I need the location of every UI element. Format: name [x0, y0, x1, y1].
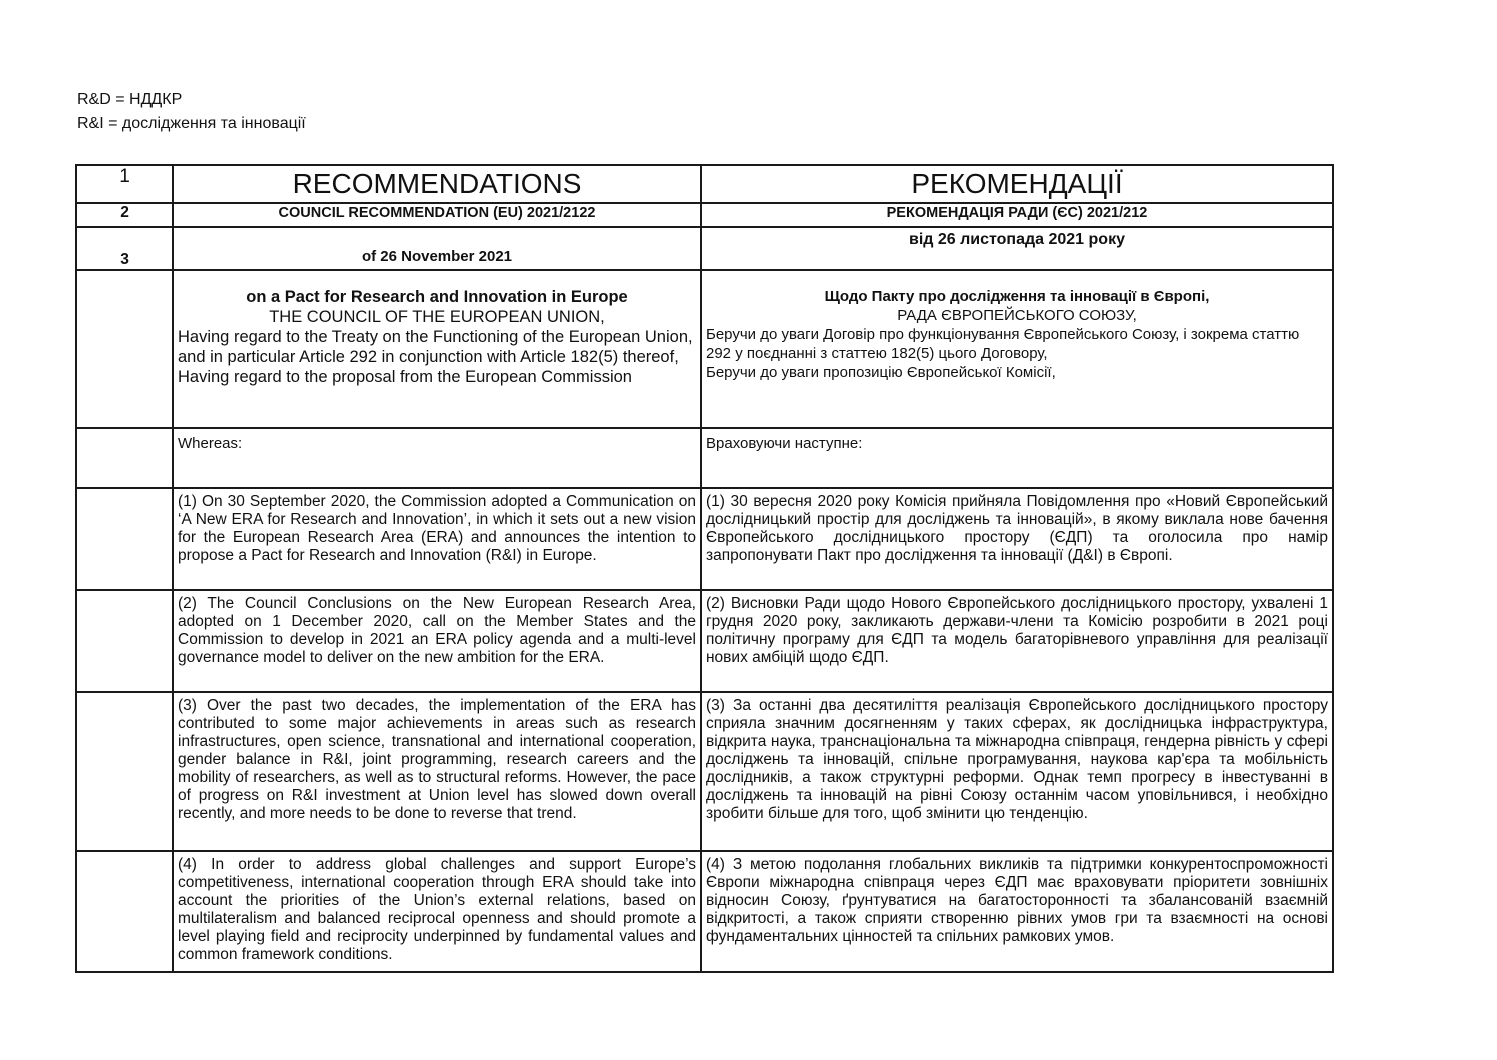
- row-number: [76, 590, 173, 692]
- row-number: 1: [76, 165, 173, 203]
- heading-en: RECOMMENDATIONS: [173, 165, 701, 203]
- recommendation-title-ua: РЕКОМЕНДАЦІЯ РАДИ (ЄС) 2021/212: [701, 203, 1333, 227]
- abbreviation-rd: R&D = НДДКР: [77, 91, 183, 108]
- table-row-preamble: [76, 270, 1333, 428]
- row-number: [76, 428, 173, 488]
- table-row-heading: [76, 165, 1333, 203]
- pact-title-ua: Щодо Пакту про дослідження та інновації в Європі,: [824, 288, 1210, 305]
- whereas-en: Whereas:: [173, 428, 701, 488]
- date-en: of 26 November 2021: [173, 227, 701, 270]
- abbreviation-ri: R&I = дослідження та інновації: [77, 115, 306, 132]
- recital-ua: (2) Висновки Ради щодо Нового Європейського дослідницького простору, ухвалені 1 грудня 2020 року, закликають держави-члени та Комісію розробити в 2021 році політичну програму для ЄДП та модель багаторівневого управління для реалізації нових амбіцій щодо ЄДП.: [701, 590, 1333, 692]
- row-number: [76, 488, 173, 590]
- table-row-recital: [76, 590, 1333, 692]
- table-row-recital: [76, 692, 1333, 851]
- recital-en: (4) In order to address global challenges and support Europe’s competitiveness, international cooperation through ERA should take into account the priorities of the Union’s external relations, based on multilateralism and balanced reciprocal openness and should promote a level playing field and reciprocity underpinned by fundamental values and common framework conditions.: [173, 851, 701, 972]
- preamble-paragraph-ua: Беручи до уваги Договір про функціонування Європейського Союзу, і зокрема статтю 292 у поєднанні з статтею 182(5) цього Договору,: [706, 326, 1300, 362]
- recital-ua: (3) За останні два десятиліття реалізація Європейського дослідницького простору сприяла значним досягненням у таких сферах, як дослідницька інфраструктура, відкрита наука, транснаціональна та міжнародна співпраця, гендерна рівність у сфері досліджень та інновацій, спільне програмування, наукова кар'єра та мобільність дослідників, а також структурні реформи. Однак темп прогресу в інвестуванні в досліджень та інновацій на рівні Союзу останнім часом уповільнився, і необхідно зробити більше для того, щоб змінити цю тенденцію.: [701, 692, 1333, 851]
- recital-en: (1) On 30 September 2020, the Commission adopted a Communication on ‘A New ERA for Research and Innovation’, in which it sets out a new vision for the European Research Area (ERA) and announces the intention to propose a Pact for Research and Innovation (R&I) in Europe.: [173, 488, 701, 590]
- preamble-paragraph-ua: Беручи до уваги пропозицію Європейської Комісії,: [706, 364, 1056, 381]
- recommendation-title-en: COUNCIL RECOMMENDATION (EU) 2021/2122: [173, 203, 701, 227]
- pact-title-en: on a Pact for Research and Innovation in Europe: [246, 288, 628, 306]
- table-row-date: [76, 227, 1333, 270]
- table-row-recommendation-title: [76, 203, 1333, 227]
- abbreviations-block: [77, 88, 306, 136]
- recital-en: (3) Over the past two decades, the implementation of the ERA has contributed to some major achievements in areas such as research infrastructures, open science, transnational and international cooperation, gender balance in R&I, joint programming, research careers and the mobility of researchers, as well as to structural reforms. However, the pace of progress on R&I investment at Union level has slowed down overall recently, and more needs to be done to reverse that trend.: [173, 692, 701, 851]
- table-row-recital: [76, 851, 1333, 972]
- preamble-en: [173, 270, 701, 428]
- table-row-recital: [76, 488, 1333, 590]
- whereas-ua: Враховуючи наступне:: [701, 428, 1333, 488]
- row-number: 3: [76, 227, 173, 270]
- preamble-ua: [701, 270, 1333, 428]
- row-number: [76, 851, 173, 972]
- recital-en: (2) The Council Conclusions on the New European Research Area, adopted on 1 December 2020, call on the Member States and the Commission to develop in 2021 an ERA policy agenda and a multi-level governance model to deliver on the new ambition for the ERA.: [173, 590, 701, 692]
- council-name-en: THE COUNCIL OF THE EUROPEAN UNION,: [269, 308, 605, 326]
- preamble-paragraph-en: Having regard to the Treaty on the Functioning of the European Union, and in particular Article 292 in conjunction with Article 182(5) thereof,: [178, 328, 693, 366]
- row-number: [76, 270, 173, 428]
- bilingual-translation-table: [75, 164, 1334, 973]
- recital-ua: (4) З метою подолання глобальних викликів та підтримки конкурентоспроможності Європи міжнародна співпраця через ЄДП має враховувати пріоритети зовнішніх відносин Союзу, ґрунтуватися на багатосторонності та збалансованій взаємній відкритості, а також сприяти створенню рівних умов гри та взаємності на основі фундаментальних цінностей та спільних рамкових умов.: [701, 851, 1333, 972]
- row-number: 2: [76, 203, 173, 227]
- council-name-ua: РАДА ЄВРОПЕЙСЬКОГО СОЮЗУ,: [897, 307, 1137, 324]
- table-row-whereas: [76, 428, 1333, 488]
- preamble-paragraph-en: Having regard to the proposal from the European Commission: [178, 368, 632, 386]
- recital-ua: (1) 30 вересня 2020 року Комісія прийняла Повідомлення про «Новий Європейський дослідницький простір для досліджень та інновацій», в якому виклала нове бачення Європейського дослідницького простору (ЄДП) та оголосила про намір запропонувати Пакт про дослідження та інновації (Д&І) в Європі.: [701, 488, 1333, 590]
- row-number: [76, 692, 173, 851]
- heading-ua: РЕКОМЕНДАЦІЇ: [701, 165, 1333, 203]
- date-ua: від 26 листопада 2021 року: [701, 227, 1333, 270]
